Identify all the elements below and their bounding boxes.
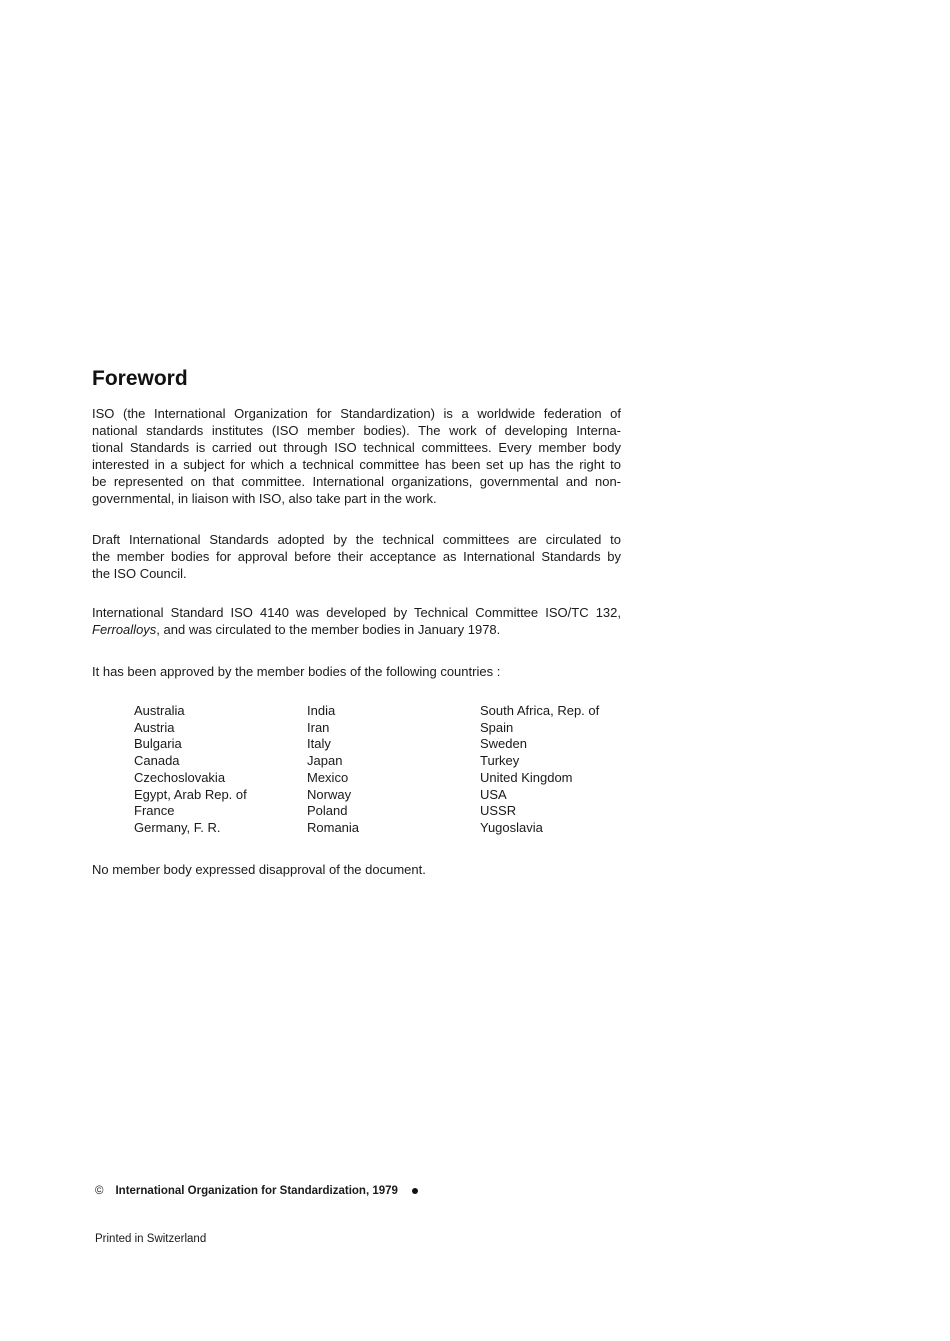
country-item: USA xyxy=(480,786,507,802)
country-item: France xyxy=(134,803,175,819)
country-item: Norway xyxy=(307,786,352,802)
country-column xyxy=(134,703,247,837)
country-item: Spain xyxy=(480,719,514,735)
paragraph-iso-intro xyxy=(92,405,621,507)
paragraph-line: the ISO Council. xyxy=(92,566,187,581)
country-column xyxy=(480,703,599,837)
country-item: Turkey xyxy=(480,753,520,769)
paragraph-draft-standards xyxy=(92,531,621,582)
country-item: Czechoslovakia xyxy=(134,769,226,785)
disapproval-statement: No member body expressed disapproval of the document. xyxy=(92,862,426,877)
country-item: USSR xyxy=(480,803,517,819)
country-item: South Africa, Rep. of xyxy=(480,703,600,718)
country-item: Egypt, Arab Rep. of xyxy=(134,786,247,802)
paragraph-line: ISO (the International Organization for Standardization) is a worldwide federation of xyxy=(92,406,621,421)
country-item: Italy xyxy=(307,736,331,752)
country-item: Romania xyxy=(307,819,360,835)
country-item: Austria xyxy=(134,719,175,735)
paragraph-line: interested in a subject for which a technical committee has been set up has the right to xyxy=(92,457,621,472)
country-item: United Kingdom xyxy=(480,769,573,785)
paragraph-line-rest: , and was circulated to the member bodies in January 1978. xyxy=(156,622,501,637)
printed-in: Printed in Switzerland xyxy=(95,1233,207,1245)
country-column xyxy=(307,703,359,837)
paragraph-line: Draft International Standards adopted by the technical committees are circulated to xyxy=(92,532,621,547)
paragraph-line: national standards institutes (ISO member bodies). The work of developing Interna- xyxy=(92,423,621,438)
country-item: Canada xyxy=(134,753,180,769)
copyright-footer xyxy=(95,1185,418,1197)
country-item: Poland xyxy=(307,803,348,819)
copyright-text: International Organization for Standardization, 1979 xyxy=(115,1185,398,1197)
approval-intro: It has been approved by the member bodies of the following countries : xyxy=(92,664,501,679)
paragraph-line: the member bodies for approval before their acceptance as International Standards by xyxy=(92,549,621,564)
country-item: Japan xyxy=(307,753,343,769)
paragraph-line: be represented on that committee. International organizations, governmental and non- xyxy=(92,474,621,489)
paragraph-line: governmental, in liaison with ISO, also take part in the work. xyxy=(92,491,437,506)
paragraph-line: tional Standards is carried out through ISO technical committees. Every member body xyxy=(92,440,621,455)
bullet-icon xyxy=(412,1188,418,1194)
country-item: Bulgaria xyxy=(134,736,182,752)
country-item: Mexico xyxy=(307,769,349,785)
country-item: Iran xyxy=(307,719,330,735)
country-item: Sweden xyxy=(480,736,527,752)
paragraph-iso-4140 xyxy=(92,604,621,638)
paragraph-line xyxy=(92,621,621,638)
country-item: Australia xyxy=(134,703,185,718)
copyright-icon: © xyxy=(95,1185,104,1197)
committee-name: Ferroalloys xyxy=(92,622,157,637)
country-item: India xyxy=(307,703,336,718)
country-item: Yugoslavia xyxy=(480,819,543,835)
paragraph-line: International Standard ISO 4140 was developed by Technical Committee ISO/TC 132, xyxy=(92,605,621,620)
page-title: Foreword xyxy=(92,367,188,390)
country-item: Germany, F. R. xyxy=(134,819,221,835)
